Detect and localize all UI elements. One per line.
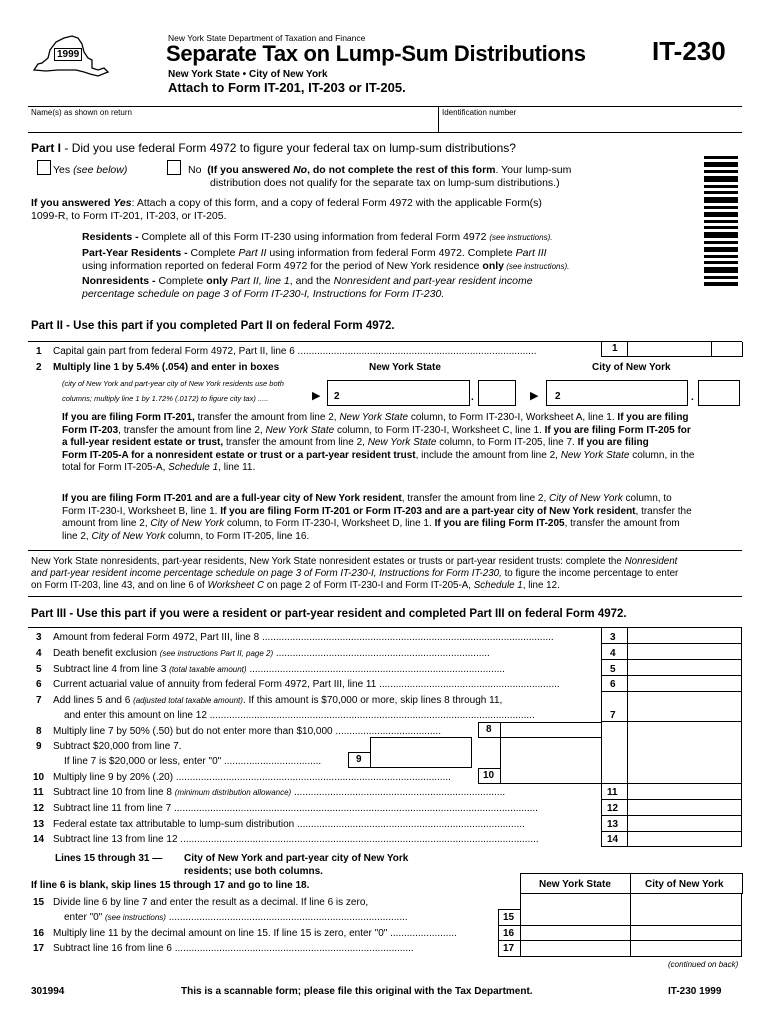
line2-nys-amount[interactable]: 2 xyxy=(327,380,470,406)
line7-box-label: 7 xyxy=(610,710,616,721)
part2-instructions-a: If you are filing Form IT-201, transfer the amount from line 2, New York State column, to Form IT-230-I, Worksheet A, line 1. If you are filing Form IT-203, transfer the amount from line 2, New York State column, to Form IT-230-I, Worksheet C, line 1. If you are filing Form IT-205 for a full-year resident estate or trust, transfer the amount from line 2, New York State column, to Form IT-205, line 7. If you are filing Form IT-205-A for a nonresident estate or trust or a part-year resident trust, include the amount from line 2, New York State column, in the total for Form IT-205-A, Schedule 1, line 11. xyxy=(62,412,695,473)
line16-nys[interactable] xyxy=(521,926,629,939)
line2-note1: (city of New York and part-year city of New York residents use both xyxy=(62,379,284,388)
line17-nys[interactable] xyxy=(521,941,629,955)
line7-amount[interactable] xyxy=(628,692,740,720)
yes-instructions-line2: 1099-R, to Form IT-201, IT-203, or IT-205. xyxy=(31,210,227,222)
line4-box-label: 4 xyxy=(610,648,616,659)
form-code: 301994 xyxy=(31,986,65,997)
part2-instructions-b: If you are filing Form IT-201 and are a full-year city of New York resident, transfer the amount from line 2, City of New York column, to Form IT-230-I, Worksheet B, line 1. If you are filing Form IT-201 or Form IT-203 and are a part-year city of New York resident, transfer the amount from line 2, City of New York column, to Form IT-230-I, Worksheet D, line 1. If you are filing Form IT-205, transfer the amount from line 2, City of New York column, to Form IT-205, line 16. xyxy=(62,493,692,542)
lines15-31-desc2: residents; use both columns. xyxy=(184,866,323,877)
line1-cents[interactable] xyxy=(711,342,743,357)
line13-text: Federal estate tax attributable to lump-sum distribution .................................................................................. xyxy=(53,819,525,830)
yes-label: Yes (see below) xyxy=(53,164,128,176)
line4-amount[interactable] xyxy=(628,644,740,658)
ny-state-logo xyxy=(28,30,110,78)
line15-nyc[interactable] xyxy=(631,894,740,924)
line12-num: 12 xyxy=(33,803,45,814)
line16-box-label: 16 xyxy=(503,928,515,939)
line3-text: Amount from federal Form 4972, Part III, line 8 ......................................................................................................... xyxy=(53,632,554,643)
line10-text: Multiply line 9 by 20% (.20) ................................................................................................... xyxy=(53,772,451,783)
form-title: Separate Tax on Lump-Sum Distributions xyxy=(166,41,586,66)
form-number: IT-230 xyxy=(652,36,726,66)
line4-text: Death benefit exclusion (see instructions Part II, page 2) ............................................................................. xyxy=(53,648,490,659)
lines15-31-desc: City of New York and part-year city of New York xyxy=(184,853,409,864)
line14-amount[interactable] xyxy=(628,832,740,845)
line8-text: Multiply line 7 by 50% (.50) but do not enter more than $10,000 ...................................... xyxy=(53,726,441,737)
line17-box-label: 17 xyxy=(503,943,515,954)
line6-amount[interactable] xyxy=(628,676,740,690)
line10-amount[interactable] xyxy=(500,737,602,784)
line2-nys-dot: . xyxy=(471,392,474,403)
line7-text-2: and enter this amount on line 12 ..................................................................................................................... xyxy=(64,710,535,721)
line17-text: Subtract line 16 from line 6 ...................................................................................... xyxy=(53,943,414,954)
no-label-line2: distribution does not qualify for the separate tax on lump-sum distributions.) xyxy=(210,177,560,189)
arrow-nys: ▶ xyxy=(312,390,321,402)
line13-num: 13 xyxy=(33,819,45,830)
yes-checkbox[interactable] xyxy=(37,160,51,175)
line14-text: Subtract line 13 from line 12 ................................................................................................................................. xyxy=(53,834,539,845)
part3-heading: Part III - Use this part if you were a resident or part-year resident and completed Part III on federal Form 4972. xyxy=(31,608,627,620)
line2-nyc-amount[interactable]: 2 xyxy=(546,380,688,406)
line15-text-2: enter "0" (see instructions) ...................................................................................... xyxy=(64,912,408,923)
line3-amount[interactable] xyxy=(628,628,740,642)
pyr-instr: Part-Year Residents - Complete Part II using information from federal Form 4972. Complete Part III xyxy=(82,247,547,259)
line12-text: Subtract line 11 from line 7 ................................................................................................................................... xyxy=(53,803,538,814)
line5-num: 5 xyxy=(36,664,42,675)
line1-num: 1 xyxy=(36,346,42,357)
pyr-instr-line2: using information reported on federal Form 4972 for the period of New York residence only (see instructions). xyxy=(82,260,570,272)
line4-num: 4 xyxy=(36,648,42,659)
no-label: No (If you answered No, do not complete the rest of this form. Your lump-sum xyxy=(188,164,572,176)
continued-note: (continued on back) xyxy=(668,960,739,969)
line10-num: 10 xyxy=(33,772,45,783)
line12-amount[interactable] xyxy=(628,800,740,814)
line8-amount[interactable] xyxy=(500,722,602,738)
line2-col-nyc: City of New York xyxy=(592,362,671,373)
line9-text-2: If line 7 is $20,000 or less, enter "0" ................................... xyxy=(64,756,322,767)
line17-nyc[interactable] xyxy=(631,941,740,955)
line10-box-label: 10 xyxy=(478,768,502,784)
part1-question: Part I - Did you use federal Form 4972 to figure your federal tax on lump-sum distributions? xyxy=(31,141,516,155)
line2-text: Multiply line 1 by 5.4% (.054) and enter in boxes xyxy=(53,362,280,373)
scannable-note: This is a scannable form; please file this original with the Tax Department. xyxy=(181,986,533,997)
form-year-badge: 1999 xyxy=(54,48,82,61)
line13-amount[interactable] xyxy=(628,816,740,830)
line7-text: Add lines 5 and 6 (adjusted total taxable amount). If this amount is $70,000 or more, skip lines 8 through 11, xyxy=(53,695,503,706)
line11-box-label: 11 xyxy=(607,787,618,798)
part2-heading: Part II - Use this part if you completed Part II on federal Form 4972. xyxy=(31,320,395,332)
line6-num: 6 xyxy=(36,679,42,690)
residents-instr: Residents - Complete all of this Form IT-230 using information from federal Form 4972 (see instructions). xyxy=(82,231,553,243)
col-nyc-header: City of New York xyxy=(630,873,743,894)
nonres-percentage-note: New York State nonresidents, part-year residents, New York State nonresident estates or trusts or part-year resident trusts: complete the Nonresident and part-year resident income percentage schedule on page 3 of Form IT-230-I, Instructions for Form IT-230, to figure the income percentage to enter on Form IT-203, line 43, and on line 6 of Worksheet C on page 2 of Form IT-230-I and Form IT-205-A, Schedule 1, line 12. xyxy=(31,556,679,591)
line14-box-label: 14 xyxy=(607,834,619,845)
line5-amount[interactable] xyxy=(628,660,740,674)
line2-num: 2 xyxy=(36,362,42,373)
line8-num: 8 xyxy=(36,726,42,737)
line9-box-label: 9 xyxy=(348,752,372,768)
line11-amount[interactable] xyxy=(628,784,740,798)
line7-num: 7 xyxy=(36,695,42,706)
col-nys-header: New York State xyxy=(520,873,632,894)
line9-text: Subtract $20,000 from line 7. xyxy=(53,741,182,752)
line9-amount[interactable] xyxy=(370,737,472,768)
line16-num: 16 xyxy=(33,928,45,939)
line5-text: Subtract line 4 from line 3 (total taxable amount) ............................................................................................ xyxy=(53,664,505,675)
names-label: Name(s) as shown on return xyxy=(31,108,132,117)
line1-box-label: 1 xyxy=(601,342,629,357)
line15-num: 15 xyxy=(33,897,45,908)
line12-box-label: 12 xyxy=(607,803,619,814)
line17-num: 17 xyxy=(33,943,45,954)
line6-text: Current actuarial value of annuity from federal Form 4972, Part III, line 11 ................................................................. xyxy=(53,679,560,690)
line14-num: 14 xyxy=(33,834,45,845)
line11-text: Subtract line 10 from line 8 (minimum distribution allowance) ............................................................................ xyxy=(53,787,506,798)
line13-box-label: 13 xyxy=(607,819,619,830)
line6-blank-note: If line 6 is blank, skip lines 15 through 17 and go to line 18. xyxy=(31,880,310,891)
line15-text: Divide line 6 by line 7 and enter the result as a decimal. If line 6 is zero, xyxy=(53,897,369,908)
line2-nys-cents[interactable] xyxy=(478,380,516,406)
line2-nyc-dot: . xyxy=(691,392,694,403)
line16-text: Multiply line 11 by the decimal amount on line 15. If line 15 is zero, enter "0" ........................ xyxy=(53,928,457,939)
attach-instruction: Attach to Form IT-201, IT-203 or IT-205. xyxy=(168,80,406,95)
id-number-input[interactable] xyxy=(440,117,740,131)
nonres-instr-line2: percentage schedule on page 3 of Form IT-230-I, Instructions for Form IT-230. xyxy=(82,288,445,300)
line2-col-nys: New York State xyxy=(369,362,441,373)
line15-nys[interactable] xyxy=(521,894,629,924)
line16-nyc[interactable] xyxy=(631,926,740,939)
arrow-nyc: ▶ xyxy=(530,390,539,402)
line2-note2: columns; multiply line 1 by 1.72% (.0172) to figure city tax) ..... xyxy=(62,394,269,403)
line1-text: Capital gain part from federal Form 4972, Part II, line 6 ...................................................................................... xyxy=(53,346,537,357)
line9-num: 9 xyxy=(36,741,42,752)
line1-amount[interactable] xyxy=(627,342,713,357)
line11-num: 11 xyxy=(33,787,44,798)
names-input[interactable] xyxy=(30,117,435,131)
line3-box-label: 3 xyxy=(610,632,616,643)
no-checkbox[interactable] xyxy=(167,160,181,175)
line2-nyc-cents[interactable] xyxy=(698,380,740,406)
id-number-label: Identification number xyxy=(442,108,517,117)
line3-num: 3 xyxy=(36,632,42,643)
yes-instructions: If you answered Yes: Attach a copy of this form, and a copy of federal Form 4972 with the applicable Form(s) xyxy=(31,197,542,209)
footer-form-year: IT-230 1999 xyxy=(668,986,722,997)
lines15-31-label: Lines 15 through 31 — xyxy=(55,853,163,864)
line5-box-label: 5 xyxy=(610,664,616,675)
agency-name: New York State Department of Taxation and Finance xyxy=(168,33,366,43)
nonres-instr: Nonresidents - Complete only Part II, line 1, and the Nonresident and part-year resident income xyxy=(82,275,533,287)
form-subtitle: New York State • City of New York xyxy=(168,69,328,80)
line15-box-label: 15 xyxy=(503,912,515,923)
line8-box-label: 8 xyxy=(478,722,502,738)
line6-box-label: 6 xyxy=(610,679,616,690)
